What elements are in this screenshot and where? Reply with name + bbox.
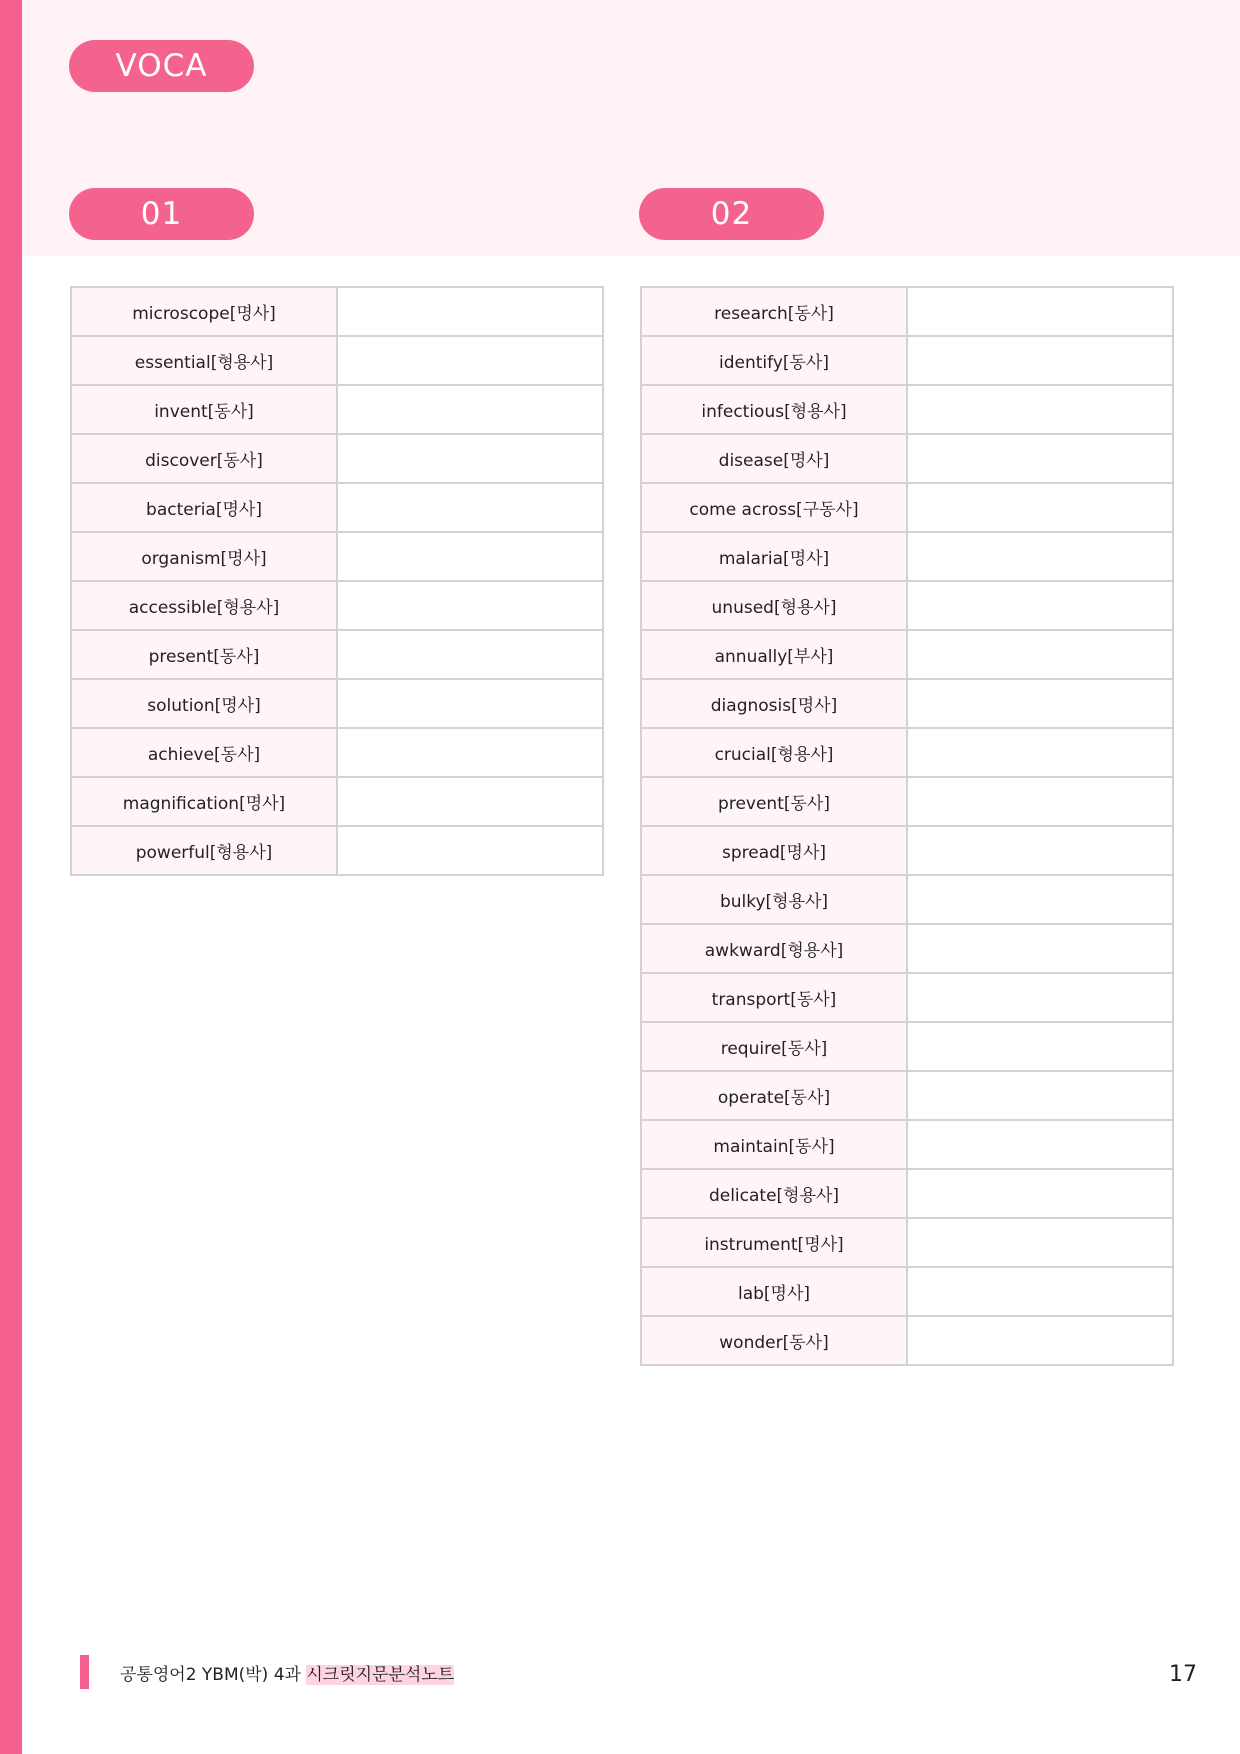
vocab-word: discover[동사] [71, 434, 337, 483]
meaning-blank-cell[interactable] [337, 287, 603, 336]
meaning-blank-cell[interactable] [907, 630, 1173, 679]
table-row [71, 287, 603, 336]
voca-label: VOCA [115, 48, 208, 84]
meaning-blank-cell[interactable] [907, 287, 1173, 336]
section-number: 01 [140, 196, 183, 232]
table-row [641, 973, 1173, 1022]
meaning-blank-cell[interactable] [337, 532, 603, 581]
meaning-blank-cell[interactable] [337, 728, 603, 777]
meaning-blank-cell[interactable] [907, 1267, 1173, 1316]
meaning-blank-cell[interactable] [907, 1071, 1173, 1120]
vocab-word: lab[명사] [641, 1267, 907, 1316]
table-row [71, 679, 603, 728]
page-number: 17 [1169, 1662, 1197, 1687]
table-row [641, 434, 1173, 483]
vocab-word: bulky[형용사] [641, 875, 907, 924]
vocab-word: transport[동사] [641, 973, 907, 1022]
vocab-word: infectious[형용사] [641, 385, 907, 434]
meaning-blank-cell[interactable] [337, 336, 603, 385]
vocab-word: crucial[형용사] [641, 728, 907, 777]
table-row [641, 1267, 1173, 1316]
meaning-blank-cell[interactable] [337, 777, 603, 826]
vocab-word: malaria[명사] [641, 532, 907, 581]
vocab-word: unused[형용사] [641, 581, 907, 630]
meaning-blank-cell[interactable] [907, 826, 1173, 875]
vocab-word: diagnosis[명사] [641, 679, 907, 728]
meaning-blank-cell[interactable] [907, 336, 1173, 385]
vocab-word: invent[동사] [71, 385, 337, 434]
table-row [641, 1218, 1173, 1267]
vocab-table-02 [640, 286, 1174, 1366]
meaning-blank-cell[interactable] [907, 1120, 1173, 1169]
table-row [641, 483, 1173, 532]
table-row [641, 287, 1173, 336]
table-row [641, 532, 1173, 581]
footer-accent-bar [80, 1655, 89, 1689]
table-row [641, 1071, 1173, 1120]
section-02-pill [639, 188, 824, 240]
meaning-blank-cell[interactable] [907, 434, 1173, 483]
meaning-blank-cell[interactable] [907, 1022, 1173, 1071]
meaning-blank-cell[interactable] [907, 581, 1173, 630]
table-row [641, 679, 1173, 728]
meaning-blank-cell[interactable] [907, 1316, 1173, 1365]
vocab-word: operate[동사] [641, 1071, 907, 1120]
table-row [641, 1169, 1173, 1218]
vocab-word: disease[명사] [641, 434, 907, 483]
vocab-word: spread[명사] [641, 826, 907, 875]
footer-title [120, 1660, 454, 1685]
table-row [641, 1120, 1173, 1169]
vocab-word: come across[구동사] [641, 483, 907, 532]
meaning-blank-cell[interactable] [337, 630, 603, 679]
footer-prefix: 공통영어2 YBM(박) 4과 [120, 1665, 307, 1685]
table-row [71, 434, 603, 483]
vocab-word: present[동사] [71, 630, 337, 679]
meaning-blank-cell[interactable] [337, 581, 603, 630]
table-row [71, 532, 603, 581]
table-row [641, 777, 1173, 826]
vocab-table-01 [70, 286, 604, 876]
meaning-blank-cell[interactable] [337, 679, 603, 728]
table-row [641, 1316, 1173, 1365]
meaning-blank-cell[interactable] [907, 924, 1173, 973]
meaning-blank-cell[interactable] [907, 973, 1173, 1022]
vocab-word: powerful[형용사] [71, 826, 337, 875]
vocab-word: bacteria[명사] [71, 483, 337, 532]
table-row [71, 826, 603, 875]
meaning-blank-cell[interactable] [907, 1218, 1173, 1267]
vocab-table-body [71, 287, 603, 875]
meaning-blank-cell[interactable] [337, 434, 603, 483]
meaning-blank-cell[interactable] [337, 385, 603, 434]
table-row [641, 875, 1173, 924]
vocab-word: delicate[형용사] [641, 1169, 907, 1218]
vocab-word: require[동사] [641, 1022, 907, 1071]
vocab-word: wonder[동사] [641, 1316, 907, 1365]
table-row [71, 483, 603, 532]
section-01-pill [69, 188, 254, 240]
meaning-blank-cell[interactable] [907, 679, 1173, 728]
meaning-blank-cell[interactable] [907, 728, 1173, 777]
table-row [71, 630, 603, 679]
table-row [641, 728, 1173, 777]
meaning-blank-cell[interactable] [907, 875, 1173, 924]
vocab-word: magnification[명사] [71, 777, 337, 826]
section-number: 02 [710, 196, 753, 232]
vocab-word: instrument[명사] [641, 1218, 907, 1267]
table-row [71, 336, 603, 385]
meaning-blank-cell[interactable] [907, 1169, 1173, 1218]
table-row [71, 728, 603, 777]
table-row [641, 1022, 1173, 1071]
meaning-blank-cell[interactable] [907, 483, 1173, 532]
table-row [71, 777, 603, 826]
side-accent-stripe [0, 0, 22, 1754]
table-row [641, 581, 1173, 630]
footer-highlight: 시크릿지문분석노트 [306, 1665, 455, 1685]
table-row [71, 385, 603, 434]
meaning-blank-cell[interactable] [907, 777, 1173, 826]
vocab-word: solution[명사] [71, 679, 337, 728]
meaning-blank-cell[interactable] [907, 532, 1173, 581]
vocab-word: organism[명사] [71, 532, 337, 581]
vocab-word: microscope[명사] [71, 287, 337, 336]
meaning-blank-cell[interactable] [337, 826, 603, 875]
table-row [641, 336, 1173, 385]
vocab-word: achieve[동사] [71, 728, 337, 777]
table-row [641, 924, 1173, 973]
vocab-word: research[동사] [641, 287, 907, 336]
vocab-word: maintain[동사] [641, 1120, 907, 1169]
vocab-word: prevent[동사] [641, 777, 907, 826]
vocab-word: annually[부사] [641, 630, 907, 679]
vocab-word: essential[형용사] [71, 336, 337, 385]
meaning-blank-cell[interactable] [907, 385, 1173, 434]
table-row [641, 385, 1173, 434]
table-row [71, 581, 603, 630]
vocab-word: identify[동사] [641, 336, 907, 385]
vocab-word: accessible[형용사] [71, 581, 337, 630]
table-row [641, 826, 1173, 875]
table-row [641, 630, 1173, 679]
meaning-blank-cell[interactable] [337, 483, 603, 532]
vocab-table-body [641, 287, 1173, 1365]
voca-label-pill [69, 40, 254, 92]
vocab-word: awkward[형용사] [641, 924, 907, 973]
